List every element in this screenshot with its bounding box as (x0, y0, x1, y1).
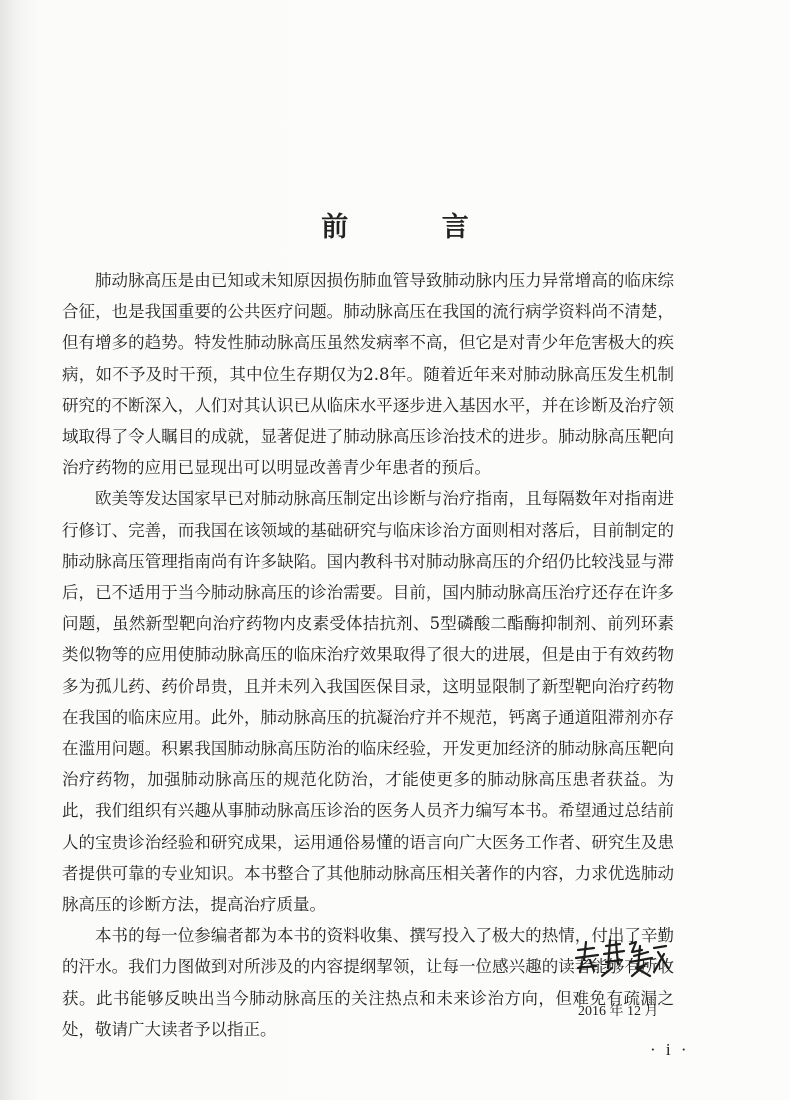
paragraph: 肺动脉高压是由已知或未知原因损伤肺血管导致肺动脉内压力异常增高的临床综合征，也是我国重要的公共医疗问题。肺动脉高压在我国的流行病学资料尚不清楚，但有增多的趋势。特发性肺动脉高压虽然发病率不高，但它是对青少年危害极大的疾病，如不予及时干预，其中位生存期仅为2.8年。随着近年来对肺动脉高压发生机制研究的不断深入，人们对其认识已从临床水平逐步进入基因水平，并在诊断及治疗领域取得了令人瞩目的成就，显著促进了肺动脉高压诊治技术的进步。肺动脉高压靶向治疗药物的应用已显现出可以明显改善青少年患者的预后。 (62, 271, 674, 478)
date: 2016 年 12 月 (578, 1004, 659, 1019)
paragraph: 本书的每一位参编者都为本书的资料收集、撰写投入了极大的热情，付出了辛勤的汗水。我们力图做到对所涉及的内容提纲挈领，让每一位感兴趣的读者能够有所收获。此书能够反映出当今肺动脉高压的关注热点和未来诊治方向，但难免有疏漏之处，敬请广大读者予以指正。 (62, 926, 674, 1039)
page-title: 前 言 (321, 212, 511, 243)
paragraph: 欧美等发达国家早已对肺动脉高压制定出诊断与治疗指南，且每隔数年对指南进行修订、完善，而我国在该领域的基础研究与临床诊治方面则相对落后，目前制定的肺动脉高压管理指南尚有许多缺陷。国内教科书对肺动脉高压的介绍仍比较浅显与滞后，已不适用于当今肺动脉高压的诊治需要。目前，国内肺动脉高压治疗还存在许多问题，虽然新型靶向治疗药物内皮素受体拮抗剂、5型磷酸二酯酶抑制剂、前列环素类似物等的应用使肺动脉高压的临床治疗效果取得了很大的进展，但是由于有效药物多为孤儿药、药价昂贵，且并未列入我国医保目录，这明显限制了新型靶向治疗药物在我国的临床应用。此外，肺动脉高压的抗凝治疗并不规范，钙离子通道阻滞剂亦存在滥用问题。积累我国肺动脉高压防治的临床经验，开发更加经济的肺动脉高压靶向治疗药物，加强肺动脉高压的规范化防治，才能使更多的肺动脉高压患者获益。为此，我们组织有兴趣从事肺动脉高压诊治的医务人员齐力编写本书。希望通过总结前人的宝贵诊治经验和研究成果，运用通俗易懂的语言向广大医务工作者、研究生及患者提供可靠的专业知识。本书整合了其他肺动脉高压相关著作的内容，力求优选肺动脉高压的诊断方法，提高治疗质量。 (62, 489, 674, 915)
page-number: · i · (650, 1040, 690, 1059)
preface-body (62, 265, 674, 1045)
handwritten-signature (572, 938, 672, 978)
